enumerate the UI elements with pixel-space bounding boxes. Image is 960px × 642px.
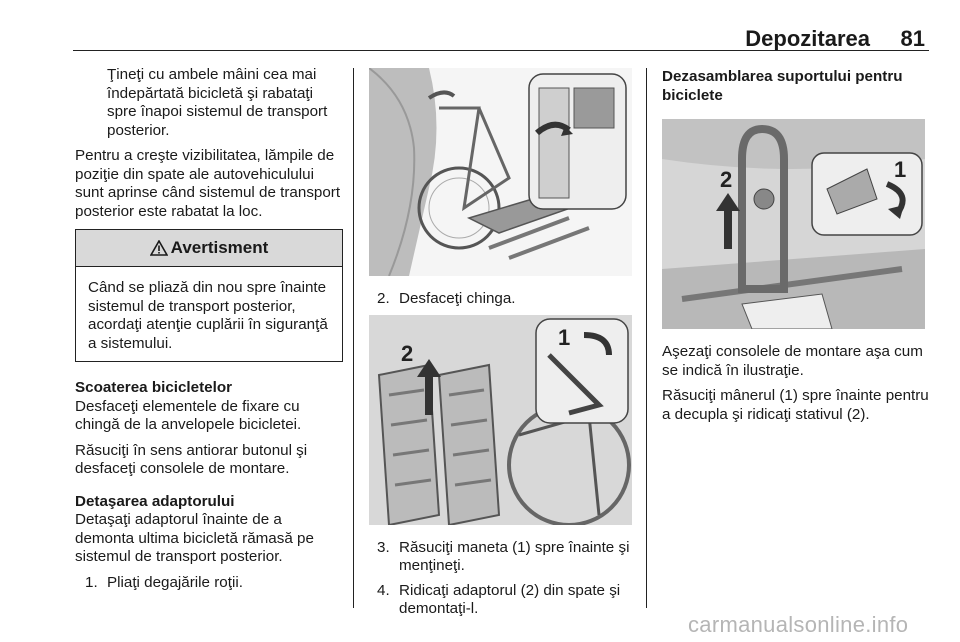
stand-paragraph-2: Răsuciţi mânerul (1) spre înainte pentru a decupla şi ridicaţi stativul (2). (662, 387, 929, 423)
column-divider-right (646, 68, 647, 608)
figure-callout-1: 1 (558, 324, 571, 350)
step-number: 1. (85, 573, 98, 591)
step-text: Ridicaţi adaptorul (2) din spate şi demontaţi-l. (399, 581, 621, 617)
column-3 (662, 68, 930, 431)
figure-callout-2: 2 (720, 167, 733, 192)
warning-header (76, 230, 342, 267)
remove-paragraph-1: Desfaceţi elementele de fixare cu chingă de la anvelopele bicicletei. (75, 397, 302, 433)
step-item (369, 539, 634, 576)
adapter-release-illustration (369, 315, 632, 525)
watermark: carmanualsonline.info (688, 612, 909, 637)
step-text: Pliaţi degajările roţii. (107, 573, 243, 591)
warning-text: Când se pliază din nou spre înainte sistemul de transport posterior, acordaţi atenţie cuplării în siguranţă a sistemului. (88, 279, 328, 352)
step-item (369, 290, 634, 309)
step-number: 2. (377, 290, 390, 307)
visibility-paragraph: Pentru a creşte vizibilitatea, lămpile de poziţie din spate ale autovehiculului sunt aprinse când sistemul de transport posterior este rabatat la loc. (75, 147, 341, 220)
remove-paragraph-2: Răsuciţi în sens antiorar butonul şi desfaceţi consolele de montare. (75, 441, 308, 477)
header-rule (73, 50, 929, 51)
intro-paragraph: Ţineţi cu ambele mâini cea mai îndepărtată bicicletă şi rabataţi spre înapoi sistemul de transport posterior. (107, 66, 328, 139)
step-list-2 (369, 290, 634, 309)
stand-paragraph-1: Aşezaţi consolele de montare aşa cum se indică în ilustraţie. (662, 343, 923, 379)
column-1 (75, 66, 343, 598)
step-list-1 (75, 574, 343, 593)
bike-carrier-illustration (369, 68, 632, 276)
stand-release-illustration (662, 119, 925, 329)
detach-paragraph: Detaşaţi adaptorul înainte de a demonta ultima bicicletă rămasă pe sistemul de transport posterior. (75, 511, 314, 565)
section-title: Depozitarea (745, 26, 870, 51)
page-number: 81 (900, 26, 925, 51)
step-item (369, 582, 634, 619)
step-number: 3. (377, 538, 390, 556)
warning-box (75, 229, 343, 362)
heading-disassemble: Dezasamblarea suportului pentru biciclete (662, 68, 903, 104)
column-2 (369, 68, 634, 625)
heading-remove-bikes: Scoaterea bicicletelor (75, 379, 233, 396)
warning-title: Avertisment (170, 237, 269, 257)
step-item (75, 574, 343, 593)
figure-bike-on-carrier (369, 68, 632, 276)
warning-triangle-icon (150, 240, 168, 256)
step-text: Răsuciţi maneta (1) spre înainte şi menţineţi. (399, 538, 630, 574)
figure-adapter-release (369, 315, 632, 525)
column-divider-left (353, 68, 354, 608)
step-text: Desfaceţi chinga. (399, 290, 516, 307)
step-number: 4. (377, 581, 390, 599)
figure-callout-1: 1 (894, 157, 907, 182)
heading-detach-adapter: Detaşarea adaptorului (75, 492, 235, 510)
figure-stand-release (662, 119, 925, 329)
step-list-3 (369, 539, 634, 619)
figure-callout-2: 2 (401, 340, 414, 366)
